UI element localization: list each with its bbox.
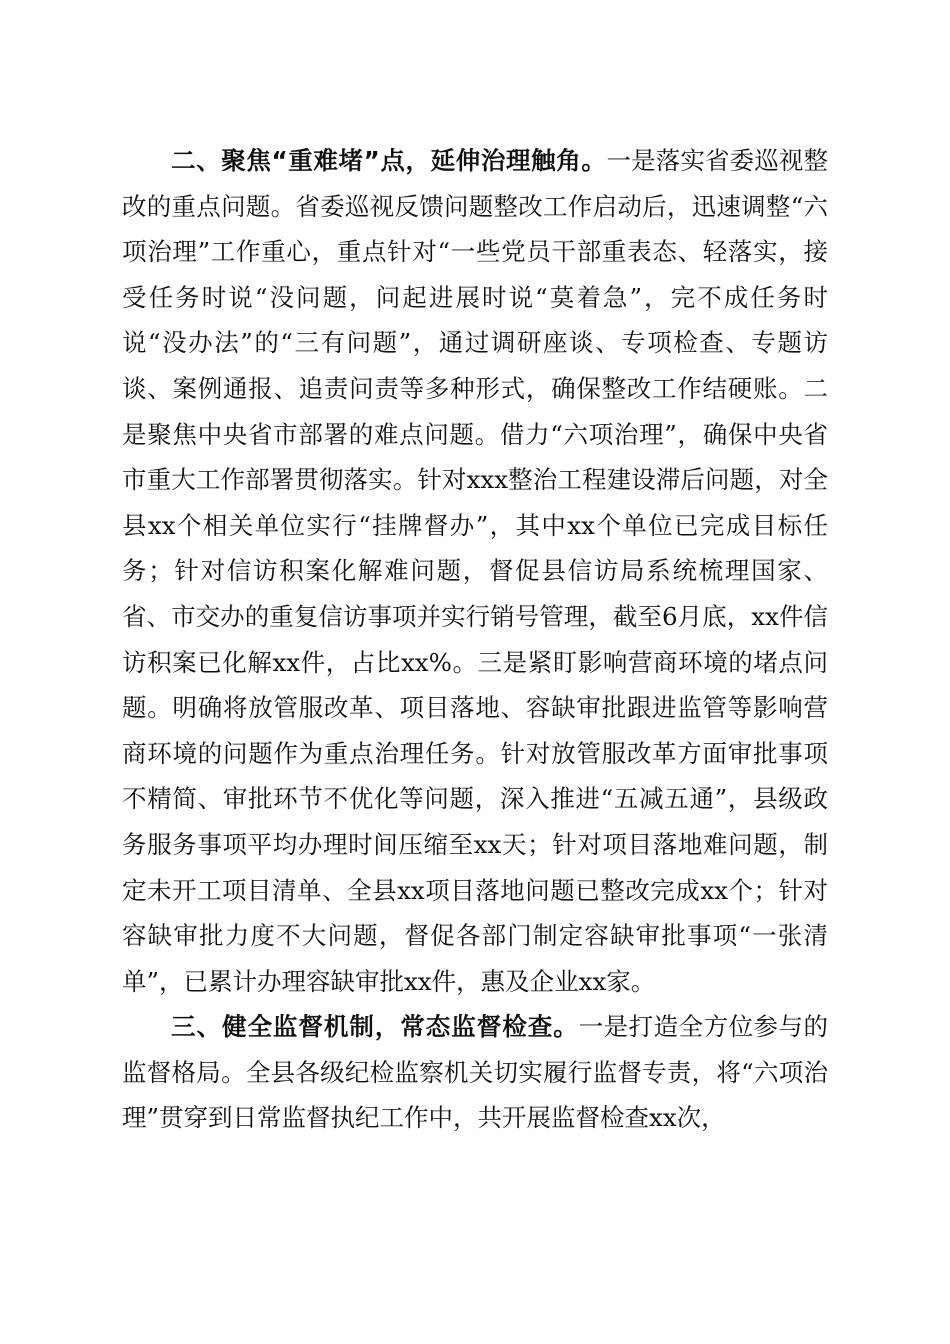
section-heading: 三、健全监督机制，常态监督检查。 (171, 1012, 579, 1042)
paragraph-text: 一是打造全方位参与的监督格局。全县各级纪检监察机关切实履行监督专责，将“六项治理”贯穿到日常监督执纪工作中，共开展监督检查xx次， (122, 1012, 829, 1133)
document-body (122, 138, 828, 1141)
paragraph-section-two (122, 138, 828, 1004)
section-heading: 二、聚焦“重难堵”点，延伸治理触角。 (171, 146, 607, 175)
paragraph-section-three (122, 1004, 828, 1141)
paragraph-text: 一是落实省委巡视整改的重点问题。省委巡视反馈问题整改工作启动后，迅速调整“六项治理”工作重心，重点针对“一些党员干部重表态、轻落实，接受任务时说“没问题，问起进展时说“莫着急”，完不成任务时说“没办法”的“三有问题”，通过调研座谈、专项检查、专题访谈、案例通报、追责问责等多种形式，确保整改工作结硬账。二是聚焦中央省市部署的难点问题。借力“六项治理”，确保中央省市重大工作部署贯彻落实。针对xxx整治工程建设滞后问题，对全县xx个相关单位实行“挂牌督办”，其中xx个单位已完成目标任务；针对信访积案化解难问题，督促县信访局系统梳理国家、省、市交办的重复信访事项并实行销号管理，截至6月底，xx件信访积案已化解xx件，占比xx%。三是紧盯影响营商环境的堵点问题。明确将放管服改革、项目落地、容缺审批跟进监管等影响营商环境的问题作为重点治理任务。针对放管服改革方面审批事项不精简、审批环节不优化等问题，深入推进“五减五通”，县级政务服务事项平均办理时间压缩至xx天；针对项目落地难问题，制定未开工项目清单、全县xx项目落地问题已整改完成xx个；针对容缺审批力度不大问题，督促各部门制定容缺审批事项“一张清单”，已累计办理容缺审批xx件，惠及企业xx家。 (122, 146, 829, 996)
